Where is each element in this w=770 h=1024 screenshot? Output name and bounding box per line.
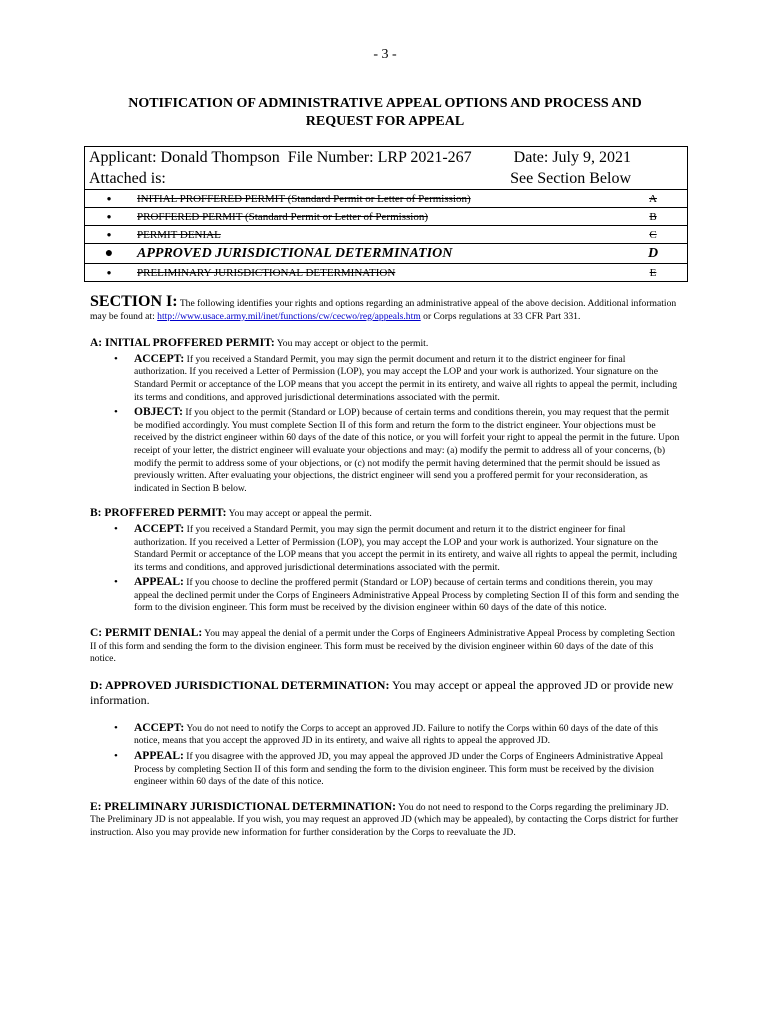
section-1-intro-end: or Corps regulations at 33 CFR Part 331.	[423, 310, 581, 322]
appeals-link[interactable]: http://www.usace.army.mil/inet/functions/cw/cecwo/reg/appeals.htm	[157, 310, 421, 322]
block-b-heading: B: PROFFERED PERMIT:	[90, 507, 227, 520]
block-a	[90, 337, 680, 495]
block-e	[90, 801, 680, 840]
document-title	[90, 95, 680, 131]
object-label: OBJECT:	[134, 406, 183, 419]
option-letter: A	[619, 190, 688, 208]
block-d	[90, 678, 680, 789]
bullet-icon: ●	[85, 226, 134, 244]
list-item	[134, 722, 680, 748]
object-text: If you object to the permit (Standard or LOP) because of certain terms and conditions therein, you may request that the permit be modified accordingly. You must complete Section II of this form and return the form to the district engineer. Your objections must be received by the district engineer within 60 days of the date of this notice, or you will forfeit your right to appeal the permit in the future. Upon receipt of your letter, the district engineer will evaluate your objections and may: (a) modify the permit to address all of your concerns, (b) modify the permit to address some of your objections, or (c) not modify the permit having determined that the permit should be issued as previously written. After evaluating your objections, the district engineer will send you a proffered permit for your reconsideration, as indicated in Section B below.	[134, 407, 680, 494]
list-item	[134, 406, 680, 495]
accept-text: You do not need to notify the Corps to accept an approved JD. Failure to notify the Corps within 60 days of the date of this notice, means that you accept the approved JD in its entirety, and waive all rights to appeal the approved JD.	[134, 722, 659, 747]
block-c-heading: C: PERMIT DENIAL:	[90, 627, 203, 640]
block-b	[90, 507, 680, 615]
bullet-icon: ●	[85, 190, 134, 208]
bullet-icon: ●	[85, 264, 134, 282]
section-1-intro: The following identifies your rights and options regarding an administrative appeal of the above decision. Additional information may be found at:	[90, 298, 677, 322]
block-e-text: You do not need to respond to the Corps regarding the preliminary JD. The Preliminary JD is not appealable. If you wish, you may request an approved JD (which may be appealed), by contacting the Corps district for further instruction. Also you may provide new information for further consideration by the Corps to reevaluate the JD.	[90, 801, 679, 838]
option-label: PROFFERED PERMIT (Standard Permit or Letter of Permission)	[133, 208, 619, 226]
block-a-list	[90, 353, 680, 496]
block-d-intro	[90, 678, 680, 708]
option-label: APPROVED JURISDICTIONAL DETERMINATION	[133, 244, 619, 264]
option-label: PRELIMINARY JURISDICTIONAL DETERMINATION	[133, 264, 619, 282]
accept-label: ACCEPT:	[134, 522, 185, 535]
bullet-icon: ●	[85, 244, 134, 264]
applicant-info-table	[84, 146, 688, 282]
option-letter: B	[619, 208, 688, 226]
block-a-heading: A: INITIAL PROFFERED PERMIT:	[90, 337, 275, 350]
appeal-label: APPEAL:	[134, 750, 184, 763]
block-e-heading: E: PRELIMINARY JURISDICTIONAL DETERMINATION:	[90, 800, 396, 813]
notice-date: Date: July 9, 2021	[513, 148, 631, 166]
block-d-lead: You may accept or appeal the approved JD or provide new information.	[90, 677, 674, 707]
block-d-list	[90, 722, 680, 789]
accept-text: If you received a Standard Permit, you may sign the permit document and return it to the district engineer for final authorization. If you received a Letter of Permission (LOP), you may accept the LOP and your work is authorized. Your signature on the Standard Permit or acceptance of the LOP means that you accept the permit in its entirety, and waive all rights to appeal the permit, including its terms and conditions, and approved jurisdictional determinations associated with the permit.	[134, 353, 678, 403]
attached-label: Attached is:	[85, 168, 499, 190]
appeal-text: If you disagree with the approved JD, you may appeal the approved JD under the Corps of Engineers Administrative Appeal Process by completing Section II of this form and sending the form to the division engineer. This form must be received by the division engineer within 60 days of the date of this notice.	[134, 751, 664, 788]
option-letter: D	[619, 244, 688, 264]
bullet-icon: ●	[85, 208, 134, 226]
appeal-label: APPEAL:	[134, 576, 184, 589]
title-line-2: REQUEST FOR APPEAL	[305, 114, 465, 129]
option-letter: E	[619, 264, 688, 282]
accept-label: ACCEPT:	[134, 721, 185, 734]
option-row-c	[85, 226, 688, 244]
appeal-text: If you choose to decline the proffered permit (Standard or LOP) because of certain terms and conditions therein, you may appeal the declined permit under the Corps of Engineers Administrative Appeal Process by completing Section II of this form and sending the form to the division engineer. This form must be received by the division engineer within 60 days of the date of this notice.	[134, 577, 679, 614]
option-row-e	[85, 264, 688, 282]
title-line-1: NOTIFICATION OF ADMINISTRATIVE APPEAL OPTIONS AND PROCESS AND	[128, 96, 642, 111]
block-b-lead: You may accept or appeal the permit.	[228, 508, 372, 520]
option-label: PERMIT DENIAL	[133, 226, 619, 244]
block-d-heading: D: APPROVED JURISDICTIONAL DETERMINATION:	[90, 677, 390, 692]
block-c	[90, 627, 680, 666]
block-a-lead: You may accept or object to the permit.	[276, 338, 429, 350]
applicant-name: Applicant: Donald Thompson	[89, 148, 280, 166]
accept-text: If you received a Standard Permit, you may sign the permit document and return it to the district engineer for final authorization. If you received a Letter of Permission (LOP), you may accept the LOP and your work is authorized. Your signature on the Standard Permit or acceptance of the LOP means that you accept the permit in its entirety, and waive all rights to appeal the permit, including its terms and conditions, and approved jurisdictional determinations associated with the permit.	[134, 523, 678, 573]
page-number: - 3 -	[373, 47, 397, 62]
section-1	[90, 293, 680, 323]
block-b-list	[90, 523, 680, 615]
file-number: File Number: LRP 2021-267	[287, 148, 472, 166]
accept-label: ACCEPT:	[134, 352, 185, 365]
see-section-label: See Section Below	[499, 168, 688, 190]
option-label: INITIAL PROFFERED PERMIT (Standard Permit or Letter of Permission)	[133, 190, 619, 208]
option-row-d	[85, 244, 688, 264]
document-body	[90, 293, 680, 852]
option-letter: C	[619, 226, 688, 244]
list-item	[134, 523, 680, 574]
option-row-b	[85, 208, 688, 226]
list-item	[134, 750, 680, 789]
option-row-a	[85, 190, 688, 208]
block-c-text: You may appeal the denial of a permit under the Corps of Engineers Administrative Appeal Process by completing Section II of this form and sending the form to the division engineer. This form must be received by the division engineer within 60 days of the date of this notice.	[90, 628, 675, 665]
list-item	[134, 576, 680, 615]
section-1-heading: SECTION I:	[90, 293, 178, 310]
list-item	[134, 353, 680, 404]
